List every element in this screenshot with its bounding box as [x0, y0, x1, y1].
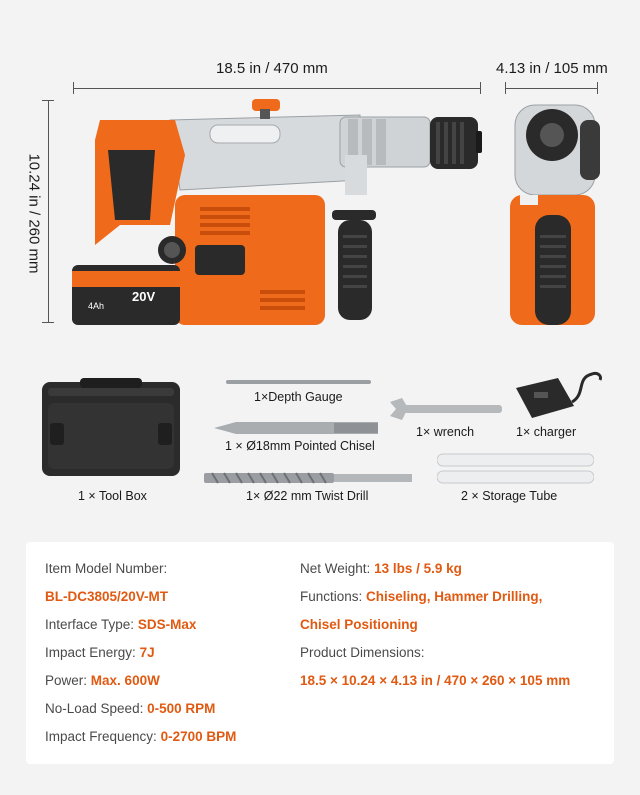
battery-capacity-text: 4Ah [88, 301, 105, 311]
spec-net-weight-value: 13 lbs / 5.9 kg [374, 561, 462, 576]
twist-drill-image [204, 470, 412, 486]
spec-impact-frequency-value: 0-2700 BPM [160, 729, 237, 744]
spec-product-dimensions-value: 18.5 × 10.24 × 4.13 in / 470 × 260 × 105 mm [300, 673, 571, 688]
spec-functions [300, 589, 542, 604]
spec-interface-key: Interface Type: [45, 617, 135, 632]
charger-label: 1× charger [516, 425, 577, 439]
tool-box-label: 1 × Tool Box [78, 489, 147, 503]
spec-interface [45, 617, 196, 632]
wrench-label: 1× wrench [416, 425, 475, 439]
depth-gauge-image [226, 378, 371, 386]
spec-product-dimensions-key: Product Dimensions: [300, 645, 425, 660]
width-tick-right [597, 82, 598, 94]
length-tick-right [480, 82, 481, 94]
spec-model-label [45, 561, 167, 576]
height-tick-bottom [42, 322, 54, 323]
battery-brand-text: 20V [132, 289, 156, 304]
spec-no-load-value: 0-500 RPM [147, 701, 216, 716]
spec-power-value: Max. 600W [90, 673, 160, 688]
length-line [73, 88, 480, 89]
depth-gauge-label: 1×Depth Gauge [254, 390, 343, 404]
spec-no-load-key: No-Load Speed: [45, 701, 144, 716]
spec-no-load-speed [45, 701, 215, 716]
storage-tube-image [437, 452, 594, 486]
width-label: 4.13 in / 105 mm [496, 60, 608, 77]
spec-net-weight-key: Net Weight: [300, 561, 371, 576]
width-tick-left [505, 82, 506, 94]
charger-image [512, 368, 604, 424]
spec-model-value: BL-DC3805/20V-MT [45, 589, 169, 604]
spec-impact-frequency [45, 729, 236, 744]
spec-impact-energy [45, 645, 155, 660]
tool-box-image [40, 378, 182, 478]
twist-drill-label: 1× Ø22 mm Twist Drill [246, 489, 369, 503]
height-label: 10.24 in / 260 mm [25, 153, 43, 274]
length-label: 18.5 in / 470 mm [216, 60, 328, 77]
spec-power-key: Power: [45, 673, 88, 688]
rotary-hammer-side-image [60, 95, 490, 330]
spec-functions-key: Functions: [300, 589, 363, 604]
spec-impact-energy-value: 7J [139, 645, 155, 660]
spec-product-dimensions-label [300, 645, 425, 660]
wrench-image [388, 396, 503, 426]
spec-interface-value: SDS-Max [137, 617, 197, 632]
spec-functions-value-1: Chiseling, Hammer Drilling, [366, 589, 543, 604]
pointed-chisel-image [214, 420, 378, 436]
spec-functions-value-2: Chisel Positioning [300, 617, 418, 632]
spec-power [45, 673, 160, 688]
spec-impact-energy-key: Impact Energy: [45, 645, 136, 660]
rotary-hammer-front-image [500, 95, 610, 330]
height-tick-top [42, 100, 54, 101]
spec-model-key: Item Model Number: [45, 561, 168, 576]
width-line [505, 88, 597, 89]
height-line [48, 100, 49, 322]
storage-tube-label: 2 × Storage Tube [461, 489, 558, 503]
length-tick-left [73, 82, 74, 94]
pointed-chisel-label: 1 × Ø18mm Pointed Chisel [225, 439, 375, 453]
spec-net-weight [300, 561, 462, 576]
spec-impact-frequency-key: Impact Frequency: [45, 729, 157, 744]
